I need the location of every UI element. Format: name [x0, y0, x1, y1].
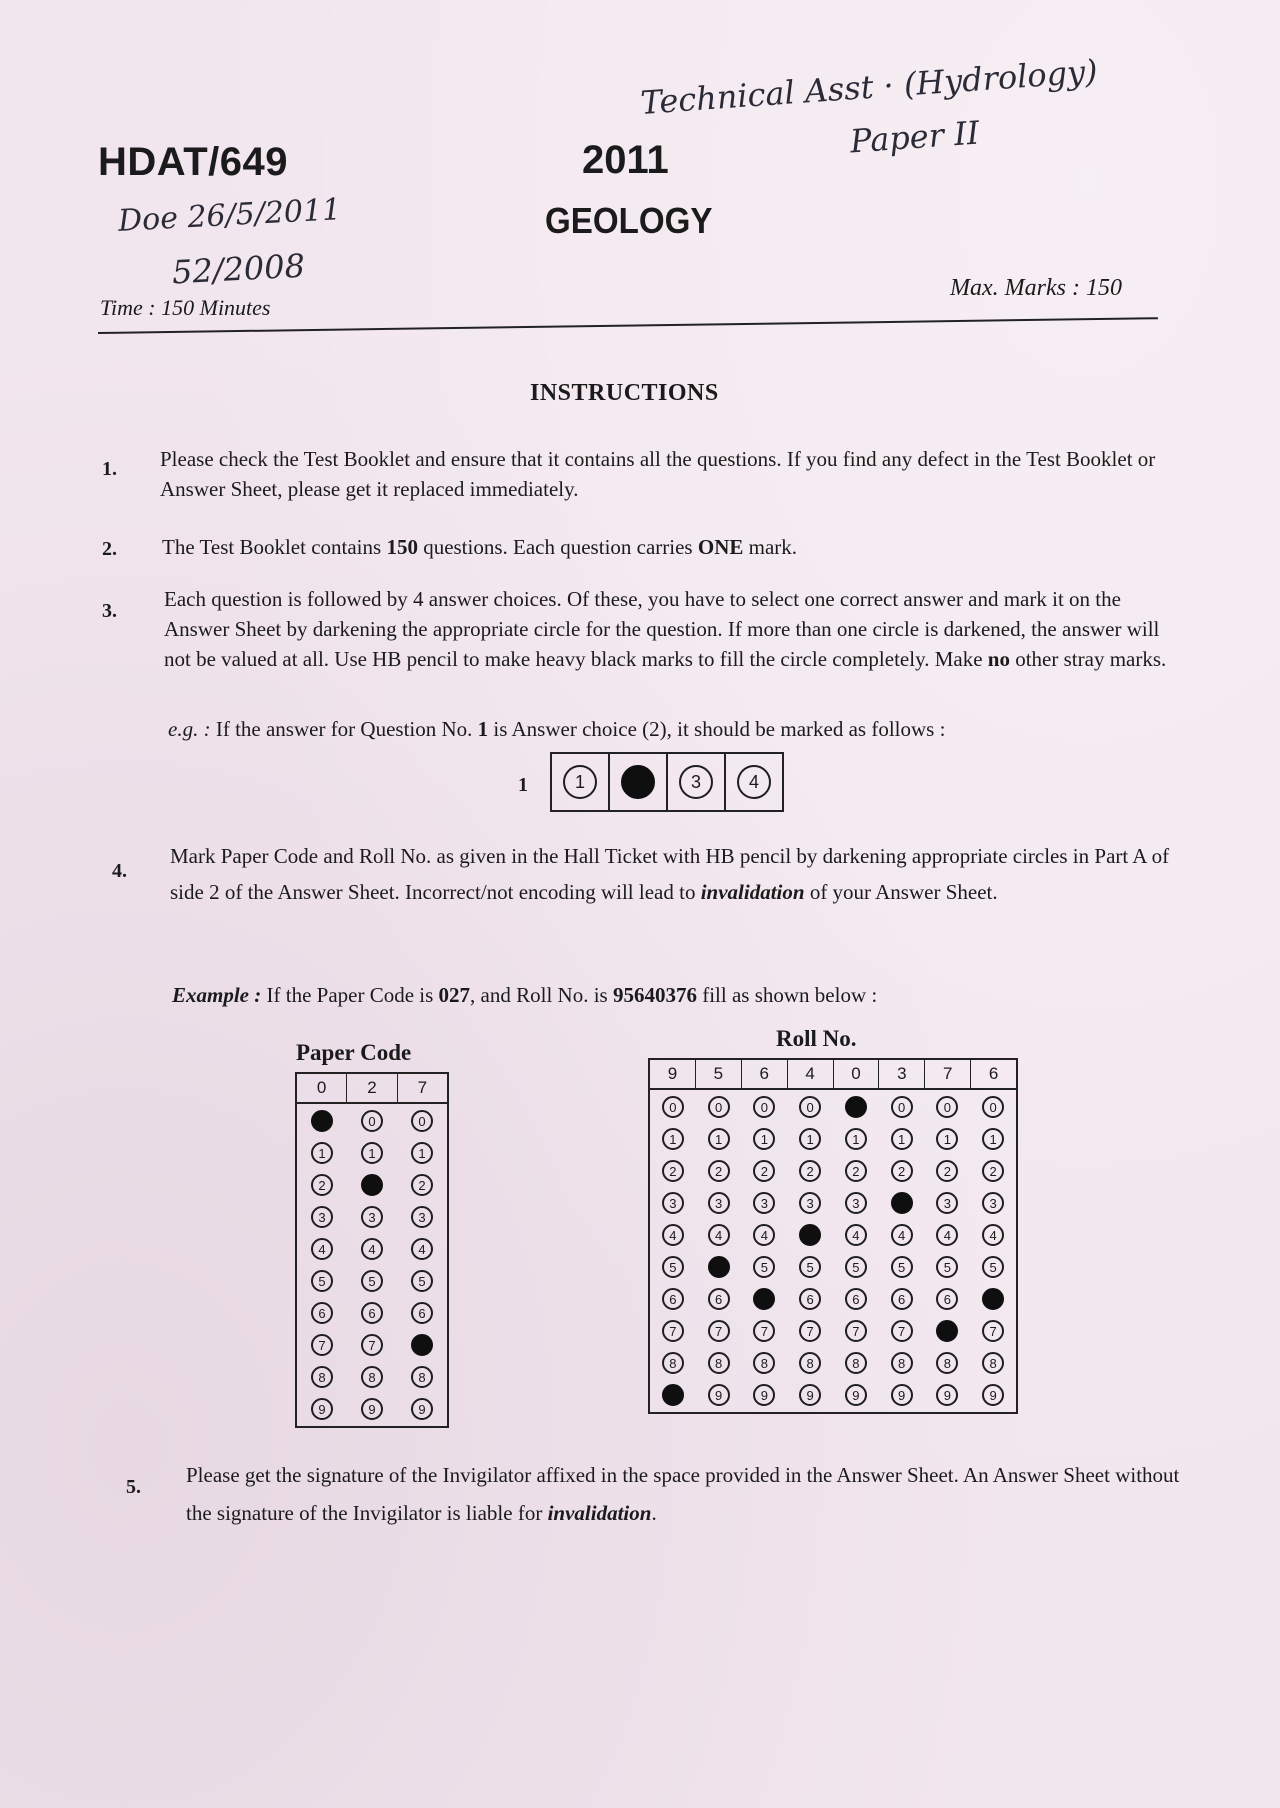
paper-code-bubble: 2 [411, 1174, 433, 1196]
roll-no-bubble: 2 [662, 1160, 684, 1182]
question-count: 150 [386, 535, 418, 559]
roll-no-bubble: 4 [845, 1224, 867, 1246]
paper-code-bubble: 3 [311, 1206, 333, 1228]
roll-no-bubble: 8 [891, 1352, 913, 1374]
paper-code-bubble: 4 [311, 1238, 333, 1260]
no-word: no [987, 647, 1010, 671]
instruction-3-number: 3. [102, 600, 117, 622]
roll-no-header-digit: 3 [879, 1060, 925, 1088]
roll-no-bubble-filled [662, 1384, 684, 1406]
roll-no-bubble: 8 [936, 1352, 958, 1374]
handwritten-post-note: Technical Asst · (Hydrology) [639, 52, 1099, 122]
roll-no-bubble: 1 [891, 1128, 913, 1150]
roll-no-bubble: 7 [799, 1320, 821, 1342]
roll-no-bubble: 1 [753, 1128, 775, 1150]
paper-code-bubble: 8 [361, 1366, 383, 1388]
roll-no-bubble-filled [799, 1224, 821, 1246]
roll-no-bubble: 6 [799, 1288, 821, 1310]
paper-code-bubble: 4 [361, 1238, 383, 1260]
roll-no-bubble: 4 [936, 1224, 958, 1246]
roll-no-bubble: 2 [845, 1160, 867, 1182]
choice-bubble: 3 [679, 765, 713, 799]
paper-code-bubble: 6 [361, 1302, 383, 1324]
roll-no-bubble-filled [708, 1256, 730, 1278]
roll-no-bubble: 7 [662, 1320, 684, 1342]
roll-no-bubble: 7 [982, 1320, 1004, 1342]
roll-no-column [925, 1096, 971, 1406]
roll-no-bubble-filled [891, 1192, 913, 1214]
roll-no-bubble: 2 [982, 1160, 1004, 1182]
roll-no-bubble: 8 [708, 1352, 730, 1374]
roll-no-bubble: 2 [936, 1160, 958, 1182]
roll-no-bubble: 8 [982, 1352, 1004, 1374]
eg-choice-4 [726, 754, 782, 810]
roll-no-column [787, 1096, 833, 1406]
roll-no-bubble: 7 [753, 1320, 775, 1342]
paper-code-bubble: 9 [411, 1398, 433, 1420]
roll-no-bubble: 1 [936, 1128, 958, 1150]
roll-no-column [742, 1096, 788, 1406]
roll-no-bubble: 0 [708, 1096, 730, 1118]
roll-no-bubble: 9 [799, 1384, 821, 1406]
roll-no-bubble: 1 [662, 1128, 684, 1150]
roll-no-header-digit: 9 [650, 1060, 696, 1088]
roll-no-header-digit: 4 [788, 1060, 834, 1088]
roll-no-bubble: 6 [662, 1288, 684, 1310]
paper-code-bubble-filled [311, 1110, 333, 1132]
roll-no-bubble: 6 [891, 1288, 913, 1310]
instruction-2-number: 2. [102, 538, 117, 560]
roll-no-column [833, 1096, 879, 1406]
roll-no-bubble: 4 [982, 1224, 1004, 1246]
roll-no-bubble: 5 [936, 1256, 958, 1278]
roll-no-bubble: 5 [753, 1256, 775, 1278]
roll-no-bubble: 0 [891, 1096, 913, 1118]
handwritten-date-note: Doe 26/5/2011 [117, 192, 342, 239]
roll-no-bubble: 3 [753, 1192, 775, 1214]
roll-no-grid-title: Roll No. [776, 1026, 857, 1051]
roll-no-bubble-filled [982, 1288, 1004, 1310]
roll-no-bubble: 9 [982, 1384, 1004, 1406]
roll-no-bubble: 5 [845, 1256, 867, 1278]
roll-no-bubble: 0 [799, 1096, 821, 1118]
paper-code-grid [295, 1072, 449, 1428]
instruction-3-text: Each question is followed by 4 answer choices. Of these, you have to select one correct answer and mark it on the Answer Sheet by darkening the appropriate circle for the question. If more than one circle is darkened, the answer will not be valued at all. Use HB pencil to make heavy black marks to fill the circle completely. Make no other stray marks. [164, 587, 1167, 671]
handwritten-paper-note: Paper II [848, 113, 981, 161]
roll-no-grid-bubbles [650, 1090, 1016, 1412]
eg-answer-box [550, 752, 784, 812]
roll-no-bubble: 3 [799, 1192, 821, 1214]
paper-code-bubble-filled [361, 1174, 383, 1196]
instruction-5-text: Please get the signature of the Invigilator affixed in the space provided in the Answer Sheet. An Answer Sheet without the signature of the Invigilator is liable for invalidation. [186, 1463, 1180, 1525]
roll-no-grid-header [650, 1060, 1016, 1090]
roll-no-bubble: 9 [891, 1384, 913, 1406]
paper-code-header-digit: 2 [347, 1074, 397, 1102]
roll-no-column [650, 1096, 696, 1406]
choice-bubble: 4 [737, 765, 771, 799]
roll-no-bubble: 6 [708, 1288, 730, 1310]
roll-no-column [696, 1096, 742, 1406]
roll-no-bubble: 0 [753, 1096, 775, 1118]
paper-code-bubble: 8 [311, 1366, 333, 1388]
example-label: Example : [172, 983, 262, 1007]
instructions-heading: INSTRUCTIONS [530, 380, 719, 406]
instruction-1-number: 1. [102, 458, 117, 480]
roll-no-bubble: 2 [753, 1160, 775, 1182]
paper-code-grid-title: Paper Code [296, 1040, 412, 1065]
roll-no-bubble: 3 [662, 1192, 684, 1214]
handwritten-ref-note: 52/2008 [171, 246, 306, 292]
roll-no-bubble: 7 [845, 1320, 867, 1342]
paper-code-header-digit: 0 [297, 1074, 347, 1102]
roll-no-bubble: 8 [753, 1352, 775, 1374]
roll-no-bubble: 9 [708, 1384, 730, 1406]
invalidation-emphasis: invalidation [547, 1501, 652, 1525]
example-roll-no: 95640376 [612, 983, 697, 1007]
paper-code-bubble: 5 [411, 1270, 433, 1292]
roll-no-bubble: 6 [936, 1288, 958, 1310]
instruction-4-number: 4. [112, 860, 127, 882]
roll-no-bubble: 1 [708, 1128, 730, 1150]
roll-no-header-digit: 0 [834, 1060, 880, 1088]
paper-code-bubble: 3 [361, 1206, 383, 1228]
roll-no-header-digit: 6 [988, 1064, 999, 1083]
paper-code-bubble: 0 [411, 1110, 433, 1132]
paper-code-header-digit: 7 [417, 1078, 428, 1097]
roll-no-bubble: 5 [982, 1256, 1004, 1278]
paper-code-grid-header [297, 1074, 447, 1104]
roll-no-bubble-filled [936, 1320, 958, 1342]
paper-code-bubble: 7 [311, 1334, 333, 1356]
roll-no-bubble: 1 [845, 1128, 867, 1150]
exam-year: 2011 [582, 138, 669, 182]
paper-code-title: HDAT/649 [98, 140, 288, 184]
eg-question-number: 1 [477, 717, 489, 741]
eg-line: e.g. : If the answer for Question No. 1 is Answer choice (2), it should be marked as follows : [168, 717, 946, 741]
paper-code-bubble: 2 [311, 1174, 333, 1196]
roll-no-bubble: 2 [891, 1160, 913, 1182]
roll-no-bubble: 3 [982, 1192, 1004, 1214]
roll-no-header-digit: 6 [742, 1060, 788, 1088]
roll-no-bubble: 5 [799, 1256, 821, 1278]
paper-code-bubble: 6 [311, 1302, 333, 1324]
paper-code-bubble: 3 [411, 1206, 433, 1228]
roll-no-bubble: 8 [799, 1352, 821, 1374]
roll-no-header-digit: 5 [696, 1060, 742, 1088]
paper-code-bubble: 1 [311, 1142, 333, 1164]
paper-code-bubble: 7 [361, 1334, 383, 1356]
roll-no-bubble: 4 [753, 1224, 775, 1246]
roll-no-bubble: 7 [708, 1320, 730, 1342]
paper-code-bubble: 1 [411, 1142, 433, 1164]
roll-no-bubble-filled [753, 1288, 775, 1310]
roll-no-header-digit: 7 [925, 1060, 971, 1088]
roll-no-bubble: 6 [845, 1288, 867, 1310]
paper-code-bubble: 9 [361, 1398, 383, 1420]
time-allowed: Time : 150 Minutes [100, 295, 271, 320]
roll-no-bubble: 9 [753, 1384, 775, 1406]
roll-no-column [879, 1096, 925, 1406]
paper-code-column [347, 1110, 397, 1420]
instruction-5-number: 5. [126, 1476, 141, 1498]
paper-code-column [397, 1110, 447, 1420]
instruction-2-text: The Test Booklet contains 150 questions. Each question carries ONE mark. [162, 535, 798, 559]
roll-no-bubble: 2 [708, 1160, 730, 1182]
roll-no-bubble: 3 [936, 1192, 958, 1214]
roll-no-bubble: 5 [891, 1256, 913, 1278]
invalidation-emphasis: invalidation [700, 880, 805, 904]
paper-code-bubble: 1 [361, 1142, 383, 1164]
roll-no-bubble: 4 [708, 1224, 730, 1246]
roll-no-bubble: 9 [845, 1384, 867, 1406]
instruction-4-text: Mark Paper Code and Roll No. as given in the Hall Ticket with HB pencil by darkening appropriate circles in Part A of side 2 of the Answer Sheet. Incorrect/not encoding will lead to invalidation of your Answer Sheet. [170, 844, 1170, 904]
paper-code-column [297, 1110, 347, 1420]
roll-no-bubble: 0 [936, 1096, 958, 1118]
roll-no-bubble: 5 [662, 1256, 684, 1278]
paper-code-bubble: 0 [361, 1110, 383, 1132]
paper-code-bubble: 8 [411, 1366, 433, 1388]
roll-no-bubble: 0 [982, 1096, 1004, 1118]
eg-choice-1 [552, 754, 610, 810]
mark-word: ONE [697, 535, 744, 559]
paper-code-bubble: 5 [311, 1270, 333, 1292]
roll-no-grid [648, 1058, 1018, 1414]
roll-no-column [970, 1096, 1016, 1406]
paper-code-grid-bubbles [297, 1104, 447, 1426]
paper-code-bubble: 4 [411, 1238, 433, 1260]
choice-bubble: 1 [563, 765, 597, 799]
example-paper-code: 027 [438, 983, 471, 1007]
roll-no-bubble: 8 [662, 1352, 684, 1374]
max-marks: Max. Marks : 150 [950, 275, 1122, 301]
roll-no-bubble-filled [845, 1096, 867, 1118]
roll-no-bubble: 3 [845, 1192, 867, 1214]
eg-choice-2 [610, 754, 668, 810]
roll-no-bubble: 7 [891, 1320, 913, 1342]
paper-code-bubble: 5 [361, 1270, 383, 1292]
choice-bubble-filled [621, 765, 655, 799]
paper-code-bubble: 9 [311, 1398, 333, 1420]
roll-no-bubble: 1 [799, 1128, 821, 1150]
eg-label: e.g. : [168, 717, 211, 741]
paper-code-bubble-filled [411, 1334, 433, 1356]
roll-no-bubble: 4 [891, 1224, 913, 1246]
roll-no-bubble: 1 [982, 1128, 1004, 1150]
show-through-text [120, 92, 126, 118]
eg-question-label: 1 [518, 774, 528, 796]
roll-no-bubble: 2 [799, 1160, 821, 1182]
roll-no-bubble: 3 [708, 1192, 730, 1214]
roll-no-bubble: 9 [936, 1384, 958, 1406]
eg-choice-3 [668, 754, 726, 810]
subject-title: GEOLOGY [545, 200, 713, 241]
roll-no-bubble: 0 [662, 1096, 684, 1118]
example-line: Example : If the Paper Code is 027, and Roll No. is 95640376 fill as shown below : [172, 983, 878, 1007]
paper-code-bubble: 6 [411, 1302, 433, 1324]
roll-no-bubble: 8 [845, 1352, 867, 1374]
roll-no-bubble: 4 [662, 1224, 684, 1246]
instruction-1-text: Please check the Test Booklet and ensure that it contains all the questions. If you find any defect in the Test Booklet or Answer Sheet, please get it replaced immediately. [160, 447, 1156, 501]
